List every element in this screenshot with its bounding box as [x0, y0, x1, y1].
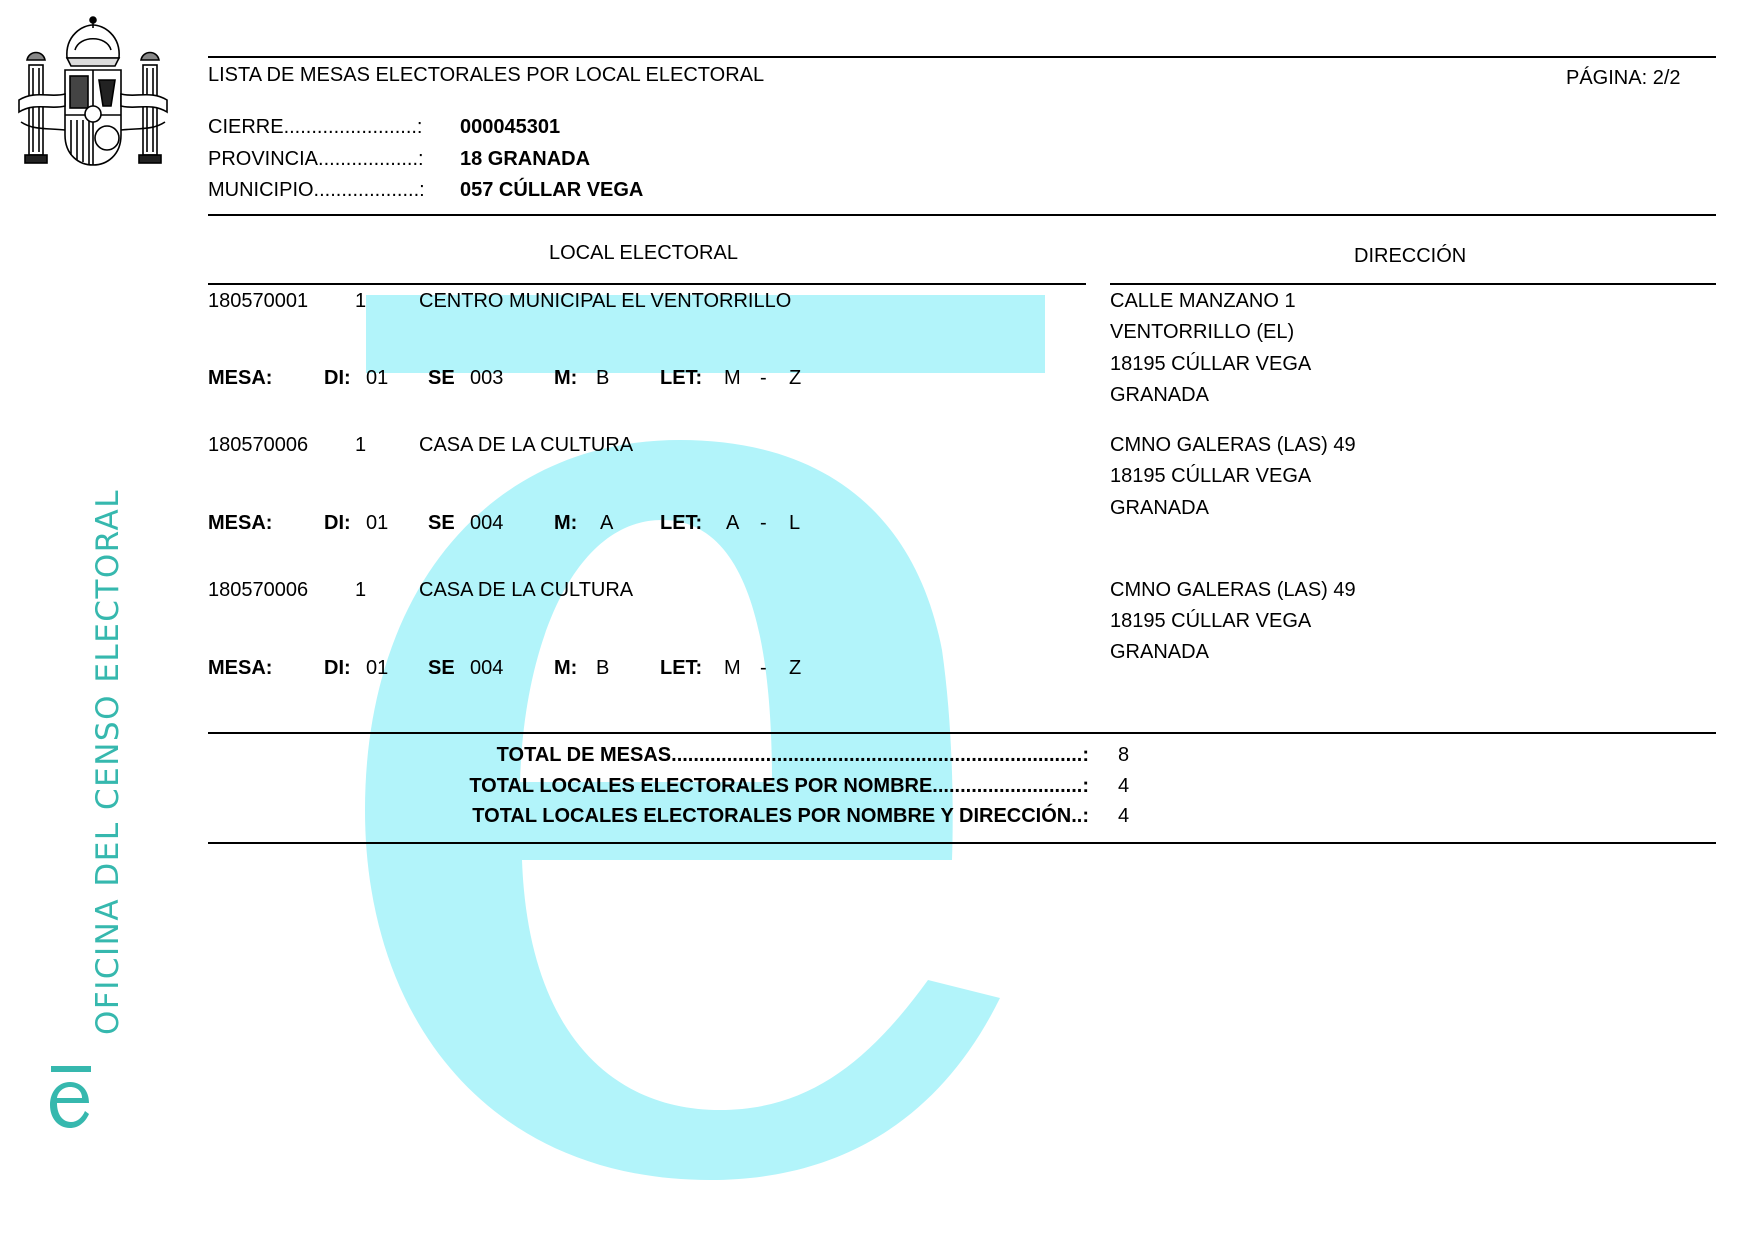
entry-code: 180570006 — [208, 579, 309, 601]
se-value: 004 — [470, 657, 504, 679]
di-label: DI: — [324, 512, 351, 534]
cierre-label: CIERRE........................: — [208, 116, 423, 138]
address-line: 18195 CÚLLAR VEGA — [1110, 610, 1312, 632]
provincia-value: 18 GRANADA — [460, 148, 591, 170]
di-label: DI: — [324, 657, 351, 679]
let-separator: - — [760, 367, 767, 389]
address-line: GRANADA — [1110, 384, 1209, 406]
local-column-rule — [208, 283, 1086, 285]
let-to: Z — [789, 657, 802, 679]
se-label: SE — [428, 512, 455, 534]
m-value: B — [596, 367, 610, 389]
address-line: CMNO GALERAS (LAS) 49 — [1110, 579, 1356, 601]
let-separator: - — [760, 657, 767, 679]
entry-code: 180570001 — [208, 290, 309, 312]
total-mesas-label: TOTAL DE MESAS..........................................................................: — [496, 744, 1089, 766]
total-locales-nombre-label: TOTAL LOCALES ELECTORALES POR NOMBRE...........................: — [469, 775, 1089, 797]
m-label: M: — [554, 512, 578, 534]
entry-number: 1 — [355, 434, 367, 456]
entry-local-name: CASA DE LA CULTURA — [419, 434, 634, 456]
column-direccion: DIRECCIÓN — [1354, 245, 1467, 267]
address-line: 18195 CÚLLAR VEGA — [1110, 465, 1312, 487]
se-value: 004 — [470, 512, 504, 534]
cierre-value: 000045301 — [460, 116, 561, 138]
entry-local-name: CENTRO MUNICIPAL EL VENTORRILLO — [419, 290, 792, 312]
provincia-label: PROVINCIA..................: — [208, 148, 424, 170]
address-line: GRANADA — [1110, 641, 1209, 663]
report-title: LISTA DE MESAS ELECTORALES POR LOCAL ELECTORAL — [208, 64, 765, 86]
censo-electoral-logo-icon — [45, 1060, 97, 1132]
address-line: CALLE MANZANO 1 — [1110, 290, 1296, 312]
m-value: A — [600, 512, 614, 534]
let-separator: - — [760, 512, 767, 534]
direccion-column-rule — [1110, 283, 1716, 285]
mesa-label: MESA: — [208, 367, 273, 389]
di-value: 01 — [366, 512, 389, 534]
totals-top-rule — [208, 732, 1716, 734]
m-value: B — [596, 657, 610, 679]
di-value: 01 — [366, 367, 389, 389]
entry-number: 1 — [355, 579, 367, 601]
se-value: 003 — [470, 367, 504, 389]
mesa-label: MESA: — [208, 512, 273, 534]
m-label: M: — [554, 657, 578, 679]
let-from: A — [726, 512, 740, 534]
mesa-label: MESA: — [208, 657, 273, 679]
address-line: VENTORRILLO (EL) — [1110, 321, 1295, 343]
address-line: CMNO GALERAS (LAS) 49 — [1110, 434, 1356, 456]
let-label: LET: — [660, 512, 703, 534]
address-line: GRANADA — [1110, 497, 1209, 519]
di-value: 01 — [366, 657, 389, 679]
total-locales-nombre-direccion-value: 4 — [1118, 805, 1130, 827]
se-label: SE — [428, 657, 455, 679]
top-rule — [208, 56, 1716, 58]
header-rule — [208, 214, 1716, 216]
side-title: OFICINA DEL CENSO ELECTORAL — [90, 488, 126, 1035]
m-label: M: — [554, 367, 578, 389]
let-from: M — [724, 657, 741, 679]
coat-of-arms-icon — [15, 10, 170, 175]
let-label: LET: — [660, 657, 703, 679]
entry-number: 1 — [355, 290, 367, 312]
municipio-value: 057 CÚLLAR VEGA — [460, 179, 644, 201]
totals-bottom-rule — [208, 842, 1716, 844]
entry-local-name: CASA DE LA CULTURA — [419, 579, 634, 601]
total-locales-nombre-direccion-label: TOTAL LOCALES ELECTORALES POR NOMBRE Y DIRECCIÓN..: — [472, 805, 1089, 827]
se-label: SE — [428, 367, 455, 389]
address-line: 18195 CÚLLAR VEGA — [1110, 353, 1312, 375]
entry-code: 180570006 — [208, 434, 309, 456]
total-locales-nombre-value: 4 — [1118, 775, 1130, 797]
page-number: PÁGINA: 2/2 — [1566, 67, 1681, 89]
let-to: Z — [789, 367, 802, 389]
column-local-electoral: LOCAL ELECTORAL — [549, 242, 738, 264]
let-from: M — [724, 367, 741, 389]
let-to: L — [789, 512, 801, 534]
total-mesas-value: 8 — [1118, 744, 1130, 766]
let-label: LET: — [660, 367, 703, 389]
di-label: DI: — [324, 367, 351, 389]
municipio-label: MUNICIPIO...................: — [208, 179, 425, 201]
